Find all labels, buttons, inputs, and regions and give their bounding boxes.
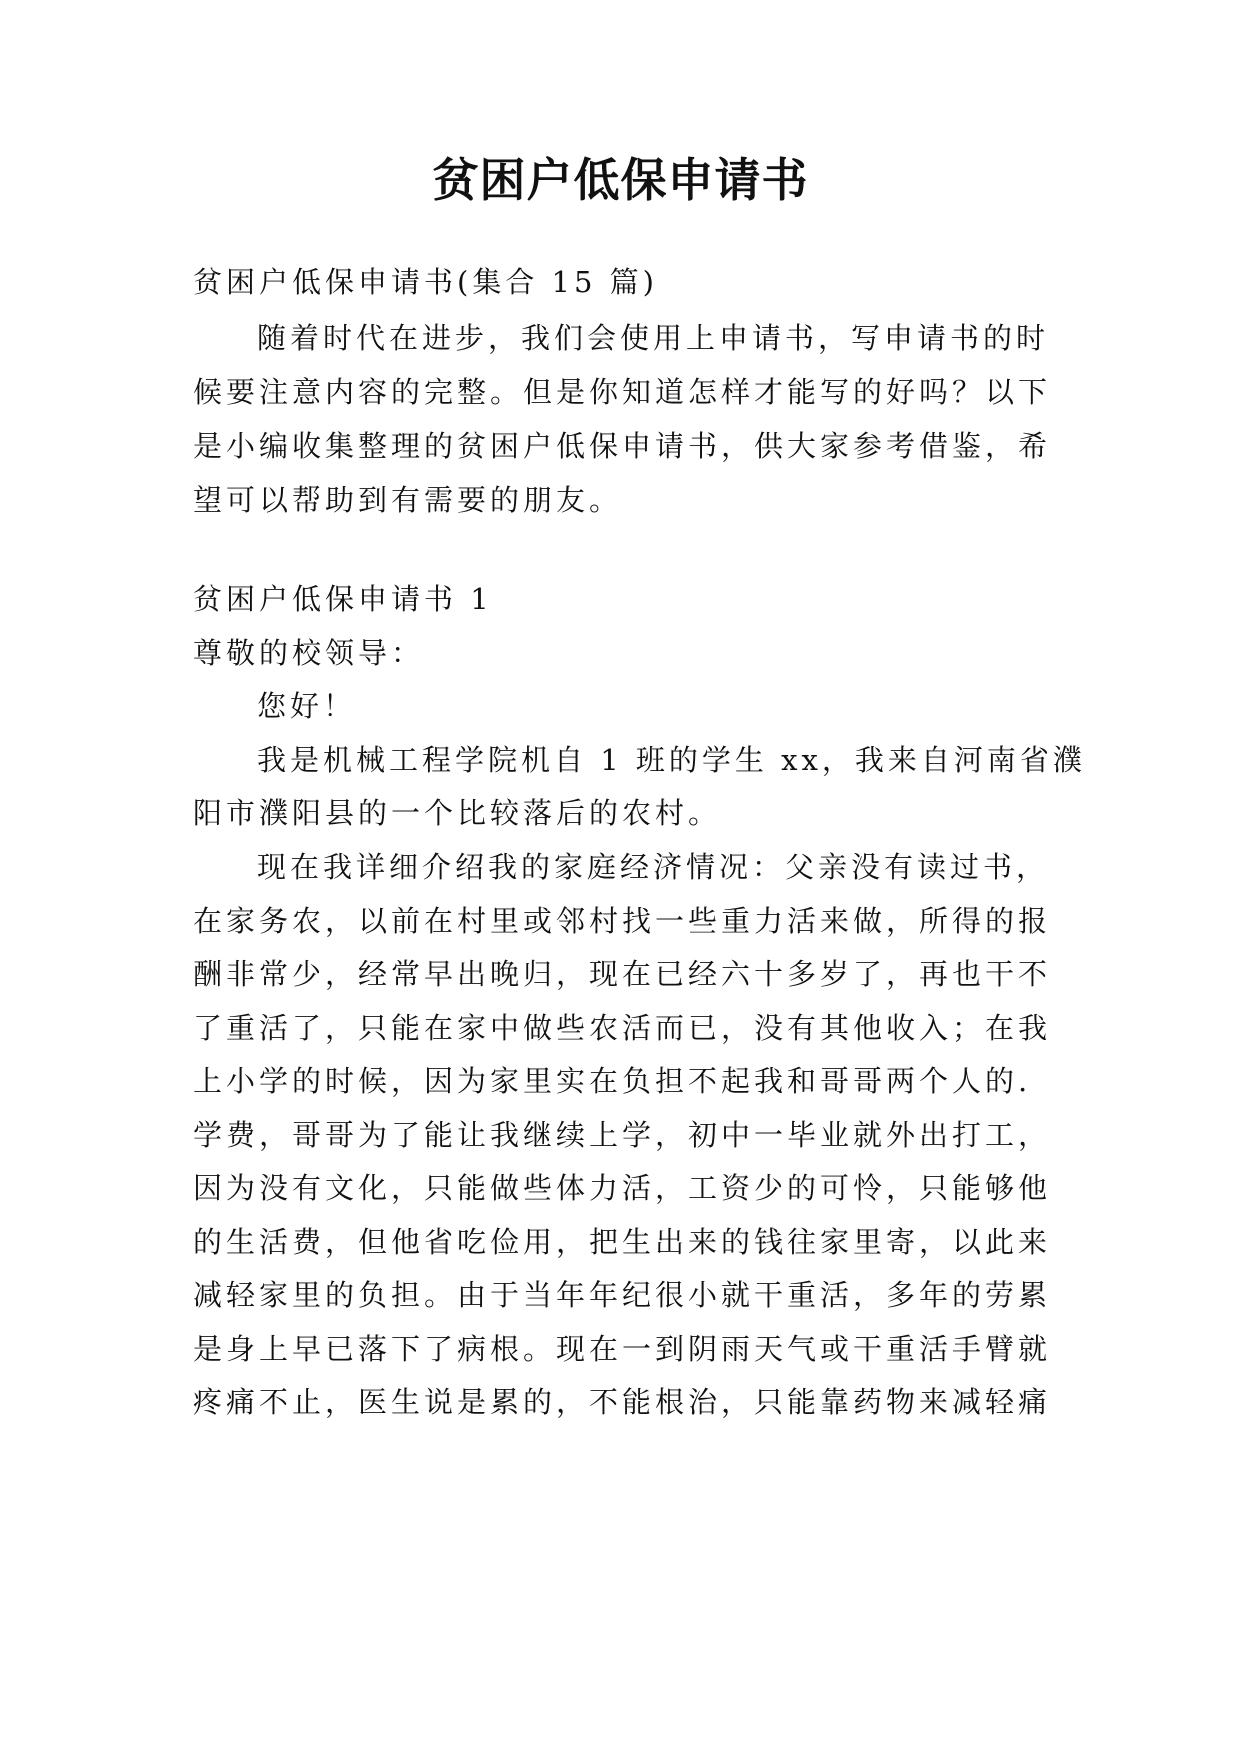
intro-line: 候要注意内容的完整。但是你知道怎样才能写的好吗？以下 — [193, 375, 1052, 409]
document-title: 贫困户低保申请书 — [432, 153, 809, 207]
paragraph-line: 的生活费，但他省吃俭用，把生出来的钱往家里寄，以此来 — [193, 1225, 1052, 1259]
paragraph-line: 上小学的时候，因为家里实在负担不起我和哥哥两个人的. — [193, 1064, 1032, 1098]
paragraph-line: 了重活了，只能在家中做些农活而已，没有其他收入；在我 — [193, 1011, 1052, 1045]
paragraph-line: 在家务农，以前在村里或邻村找一些重力活来做，所得的报 — [193, 904, 1052, 938]
section-heading: 贫困户低保申请书 1 — [193, 582, 493, 616]
salutation: 尊敬的校领导： — [193, 636, 425, 670]
paragraph-line: 阳市濮阳县的一个比较落后的农村。 — [193, 796, 722, 830]
paragraph-line: 减轻家里的负担。由于当年年纪很小就干重活，多年的劳累 — [193, 1278, 1052, 1312]
paragraph-line: 现在我详细介绍我的家庭经济情况：父亲没有读过书， — [257, 850, 1050, 884]
paragraph-line: 疼痛不止，医生说是累的，不能根治，只能靠药物来减轻痛 — [193, 1385, 1052, 1419]
intro-line: 随着时代在进步，我们会使用上申请书，写申请书的时 — [257, 321, 1050, 355]
paragraph-line: 我是机械工程学院机自 1 班的学生 xx，我来自河南省濮 — [257, 743, 1086, 777]
greeting: 您好！ — [257, 689, 357, 723]
paragraph-line: 因为没有文化，只能做些体力活，工资少的可怜，只能够他 — [193, 1171, 1052, 1205]
document-subtitle: 贫困户低保申请书(集合 15 篇) — [193, 265, 658, 299]
paragraph-line: 学费，哥哥为了能让我继续上学，初中一毕业就外出打工， — [193, 1118, 1052, 1152]
paragraph-line: 酬非常少，经常早出晚归，现在已经六十多岁了，再也干不 — [193, 957, 1052, 991]
paragraph-line: 是身上早已落下了病根。现在一到阴雨天气或干重活手臂就 — [193, 1332, 1052, 1366]
intro-line: 望可以帮助到有需要的朋友。 — [193, 483, 623, 517]
intro-line: 是小编收集整理的贫困户低保申请书，供大家参考借鉴，希 — [193, 429, 1052, 463]
